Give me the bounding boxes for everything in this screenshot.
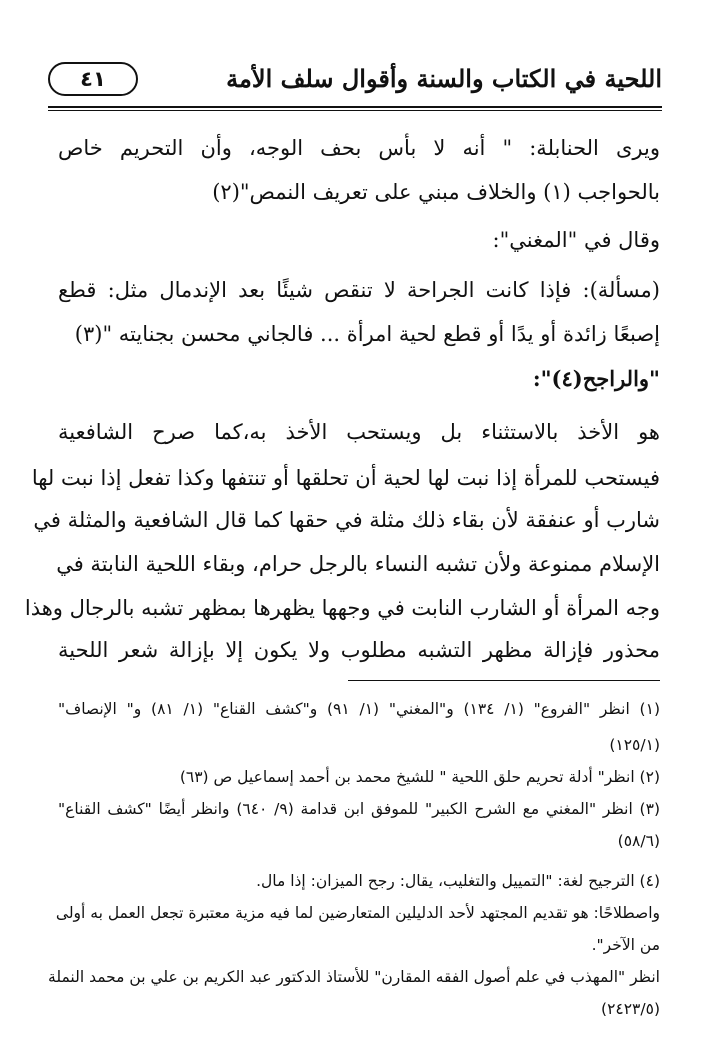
body-line: بالحواجب (١) والخلاف مبني على تعريف النمص"(٢) bbox=[212, 180, 660, 204]
footnote-line: (١٢٥/١) bbox=[609, 736, 660, 754]
body-line: "والراجح(٤)": bbox=[532, 366, 660, 391]
body-line: محذور فإزالة مظهر التشبه مطلوب ولا يكون إلا بإزالة شعر اللحية bbox=[58, 638, 660, 662]
body-line: فيستحب للمرأة إذا نبت لها لحية أن تحلقها أو تنتفها وكذا تفعل إذا نبت لها bbox=[31, 466, 660, 490]
body-line: (مسألة): فإذا كانت الجراحة لا تنقص شيئًا بعد الإندمال مثل: قطع bbox=[58, 278, 660, 302]
book-title: اللحية في الكتاب والسنة وأقوال سلف الأمة bbox=[226, 64, 662, 93]
footnote-divider bbox=[348, 680, 660, 681]
footnote-line: (٢) انظر" أدلة تحريم حلق اللحية " للشيخ محمد بن أحمد إسماعيل ص (٦٣) bbox=[179, 768, 660, 786]
body-line: إصبعًا زائدة أو يدًا أو قطع لحية امرأة ... فالجاني محسن بجنايته "(٣) bbox=[74, 322, 660, 346]
footnote-line: واصطلاحًا: هو تقديم المجتهد لأحد الدليلين المتعارضين لما فيه مزية معتبرة تجعل العمل به أولى bbox=[55, 904, 660, 922]
footnote-line: (١) انظر "الفروع" (١/ ١٣٤) و"المغني" (١/ ٩١) و"كشف القناع" (١/ ٨١) و" الإنصاف" bbox=[58, 700, 660, 718]
footnote-line: (٣) انظر "المغني مع الشرح الكبير" للموفق ابن قدامة (٩/ ٦٤٠) وانظر أيضًا "كشف القناع" bbox=[58, 800, 660, 818]
page-number-badge: ٤١ bbox=[48, 62, 138, 96]
footnote-line: (٤) الترجيح لغة: "التمييل والتغليب، يقال: رجح الميزان: إذا مال. bbox=[256, 872, 660, 890]
body-line: ويرى الحنابلة: " أنه لا بأس بحف الوجه، وأن التحريم خاص bbox=[58, 136, 660, 160]
running-header bbox=[48, 62, 662, 102]
header-rule-thin bbox=[48, 110, 662, 111]
body-line: شارب أو عنفقة لأن بقاء ذلك مثلة في حقها كما قال الشافعية والمثلة في bbox=[33, 508, 660, 532]
body-line: الإسلام ممنوعة ولأن تشبه النساء بالرجل حرام، وبقاء اللحية النابتة في bbox=[56, 552, 660, 576]
footnote-line: من الآخر". bbox=[591, 936, 660, 954]
footnote-line: (٢٤٢٣/٥) bbox=[601, 1000, 660, 1018]
body-line: هو الأخذ بالاستثناء بل ويستحب الأخذ به،كما صرح الشافعية bbox=[58, 420, 660, 444]
footnote-line: (٥٨/٦) bbox=[617, 832, 660, 850]
header-rule bbox=[48, 106, 662, 108]
body-line: وقال في "المغني": bbox=[492, 228, 660, 252]
body-line: وجه المرأة أو الشارب النابت في وجهها يظهرها بمظهر تشبه بالرجال وهذا bbox=[24, 596, 660, 620]
footnote-line: انظر "المهذب في علم أصول الفقه المقارن" للأستاذ الدكتور عبد الكريم بن علي بن محمد النملة bbox=[48, 968, 660, 986]
